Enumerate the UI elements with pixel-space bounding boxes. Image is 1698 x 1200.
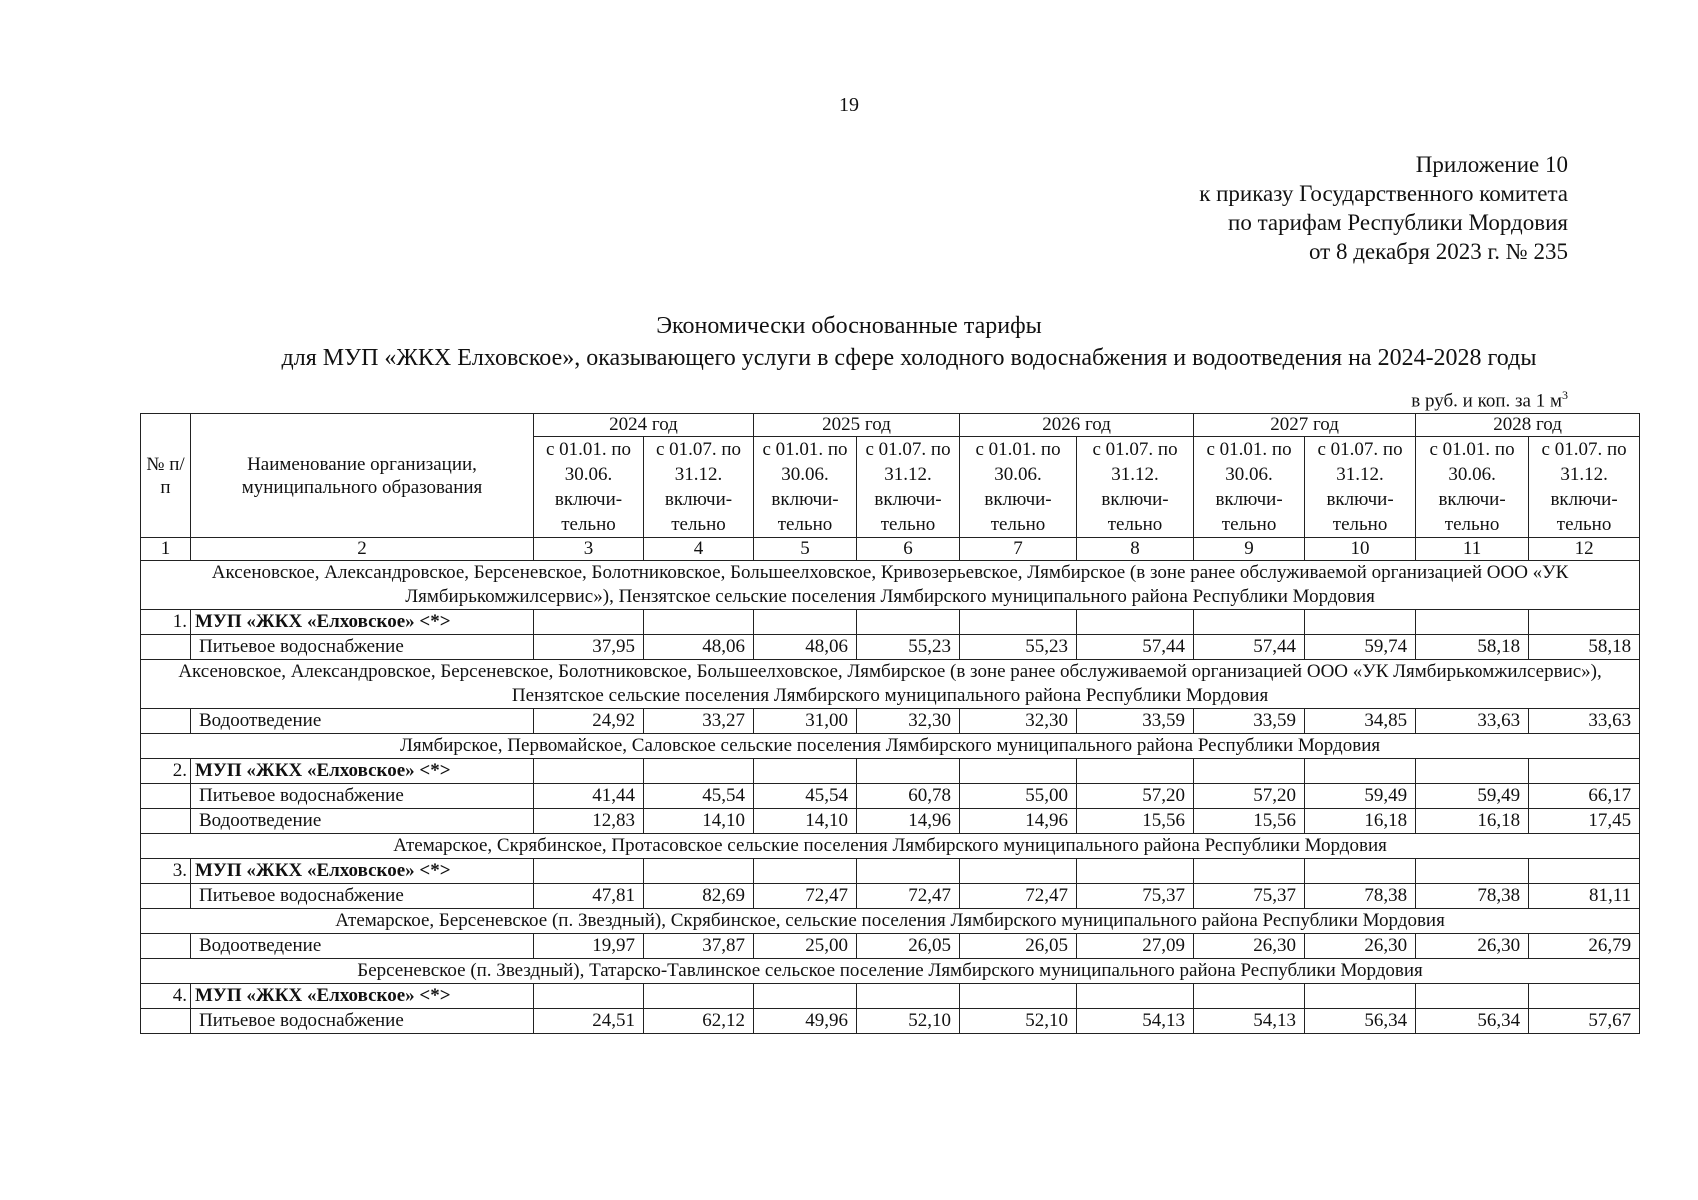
tariff-value: 72,47	[960, 884, 1077, 909]
empty-cell	[1194, 859, 1305, 884]
area-description: Аксеновское, Александровское, Берсеневское, Болотниковское, Большеелховское, Лямбирское (в зоне ранее обслуживаемой организацией ООО «УК Лямбирькомжилсервис»), Пензятское сельские поселения Лямбирского муниципального района Республики Мордовия	[141, 660, 1640, 709]
page-number: 19	[839, 94, 859, 116]
service-name: Водоотведение	[191, 709, 534, 734]
column-number: 11	[1416, 538, 1529, 561]
empty-cell	[754, 610, 857, 635]
empty-cell	[857, 859, 960, 884]
tariff-value: 24,92	[534, 709, 644, 734]
tariff-value: 37,95	[534, 635, 644, 660]
tariff-value: 26,79	[1529, 934, 1640, 959]
tariff-value: 72,47	[754, 884, 857, 909]
area-description: Берсеневское (п. Звездный), Татарско-Тавлинское сельское поселение Лямбирского муниципального района Республики Мордовия	[141, 959, 1640, 984]
tariff-value: 58,18	[1529, 635, 1640, 660]
tariff-value: 27,09	[1077, 934, 1194, 959]
area-description: Лямбирское, Первомайское, Саловское сельские поселения Лямбирского муниципального района Республики Мордовия	[141, 734, 1640, 759]
tariff-value: 82,69	[644, 884, 754, 909]
tariff-value: 41,44	[534, 784, 644, 809]
tariff-value: 52,10	[960, 1009, 1077, 1034]
empty-cell	[857, 610, 960, 635]
empty-cell	[1305, 759, 1416, 784]
tariff-value: 33,63	[1529, 709, 1640, 734]
header-period: с 01.01. по 30.06. включи- тельно	[1416, 437, 1529, 538]
tariff-value: 15,56	[1194, 809, 1305, 834]
empty-cell	[1416, 859, 1529, 884]
tariff-value: 37,87	[644, 934, 754, 959]
tariff-value: 19,97	[534, 934, 644, 959]
tariff-value: 62,12	[644, 1009, 754, 1034]
service-row	[141, 709, 1640, 734]
header-period: с 01.01. по 30.06. включи- тельно	[1194, 437, 1305, 538]
document-title	[0, 310, 1698, 374]
tariff-value: 16,18	[1305, 809, 1416, 834]
title-line-2: для МУП «ЖКХ Елховское», оказывающего услуги в сфере холодного водоснабжения и водоотведения на 2024-2028 годы	[281, 345, 1537, 371]
organization-row	[141, 610, 1640, 635]
table-body	[141, 561, 1640, 1034]
header-period: с 01.07. по 31.12. включи- тельно	[1305, 437, 1416, 538]
area-row	[141, 834, 1640, 859]
empty-cell	[1416, 759, 1529, 784]
service-name: Питьевое водоснабжение	[191, 784, 534, 809]
tariff-value: 33,59	[1077, 709, 1194, 734]
empty-cell	[1077, 610, 1194, 635]
empty-cell	[1194, 759, 1305, 784]
organization-name: МУП «ЖКХ «Елховское» <*>	[191, 610, 534, 635]
tariff-value: 55,00	[960, 784, 1077, 809]
service-name: Водоотведение	[191, 809, 534, 834]
service-name: Питьевое водоснабжение	[191, 1009, 534, 1034]
empty-cell	[1194, 610, 1305, 635]
tariff-value: 12,83	[534, 809, 644, 834]
tariff-value: 57,20	[1077, 784, 1194, 809]
header-period: с 01.01. по 30.06. включи- тельно	[754, 437, 857, 538]
tariff-value: 54,13	[1077, 1009, 1194, 1034]
service-name: Питьевое водоснабжение	[191, 884, 534, 909]
tariff-value: 32,30	[857, 709, 960, 734]
empty-cell	[141, 884, 191, 909]
empty-cell	[1529, 610, 1640, 635]
empty-cell	[644, 759, 754, 784]
tariff-value: 78,38	[1416, 884, 1529, 909]
header-year: 2027 год	[1194, 414, 1416, 437]
header-period: с 01.01. по 30.06. включи- тельно	[960, 437, 1077, 538]
column-number: 9	[1194, 538, 1305, 561]
empty-cell	[960, 859, 1077, 884]
empty-cell	[1077, 859, 1194, 884]
tariff-value: 33,59	[1194, 709, 1305, 734]
empty-cell	[960, 759, 1077, 784]
service-row	[141, 635, 1640, 660]
empty-cell	[534, 859, 644, 884]
tariff-value: 31,00	[754, 709, 857, 734]
header-year: 2028 год	[1416, 414, 1640, 437]
tariff-value: 60,78	[857, 784, 960, 809]
tariff-value: 26,30	[1194, 934, 1305, 959]
tariff-value: 26,30	[1305, 934, 1416, 959]
tariff-value: 57,44	[1077, 635, 1194, 660]
units-text: в руб. и коп. за 1 м	[1411, 390, 1562, 412]
tariff-value: 55,23	[857, 635, 960, 660]
tariff-value: 15,56	[1077, 809, 1194, 834]
area-row	[141, 909, 1640, 934]
empty-cell	[141, 784, 191, 809]
column-number: 12	[1529, 538, 1640, 561]
area-description: Аксеновское, Александровское, Берсеневское, Болотниковское, Большеелховское, Кривозерьевское, Лямбирское (в зоне ранее обслуживаемой организацией ООО «УК Лямбирькомжилсервис»), Пензятское сельские поселения Лямбирского муниципального района Республики Мордовия	[141, 561, 1640, 610]
empty-cell	[1529, 984, 1640, 1009]
tariff-value: 14,96	[960, 809, 1077, 834]
area-row	[141, 959, 1640, 984]
tariff-value: 14,10	[644, 809, 754, 834]
empty-cell	[754, 859, 857, 884]
empty-cell	[534, 984, 644, 1009]
tariff-value: 14,10	[754, 809, 857, 834]
column-number: 6	[857, 538, 960, 561]
tariff-value: 58,18	[1416, 635, 1529, 660]
header-period: с 01.07. по 31.12. включи- тельно	[1529, 437, 1640, 538]
header-period: с 01.07. по 31.12. включи- тельно	[857, 437, 960, 538]
service-row	[141, 934, 1640, 959]
service-name: Питьевое водоснабжение	[191, 635, 534, 660]
tariff-value: 48,06	[754, 635, 857, 660]
service-row	[141, 884, 1640, 909]
area-description: Атемарское, Скрябинское, Протасовское сельские поселения Лямбирского муниципального района Республики Мордовия	[141, 834, 1640, 859]
tariff-value: 57,67	[1529, 1009, 1640, 1034]
area-description: Атемарское, Берсеневское (п. Звездный), Скрябинское, сельские поселения Лямбирского муниципального района Республики Мордовия	[141, 909, 1640, 934]
tariff-value: 26,30	[1416, 934, 1529, 959]
tariff-value: 66,17	[1529, 784, 1640, 809]
tariff-value: 59,49	[1305, 784, 1416, 809]
tariff-value: 47,81	[534, 884, 644, 909]
area-row	[141, 561, 1640, 610]
header-period: с 01.07. по 31.12. включи- тельно	[1077, 437, 1194, 538]
appendix-block	[1199, 150, 1568, 266]
service-row	[141, 784, 1640, 809]
empty-cell	[754, 759, 857, 784]
tariff-value: 49,96	[754, 1009, 857, 1034]
empty-cell	[141, 809, 191, 834]
title-line-1: Экономически обоснованные тарифы	[656, 313, 1042, 339]
tariff-table	[140, 413, 1640, 1034]
service-row	[141, 809, 1640, 834]
header-num: № п/п	[141, 414, 191, 538]
organization-row	[141, 859, 1640, 884]
tariff-value: 75,37	[1194, 884, 1305, 909]
tariff-value: 14,96	[857, 809, 960, 834]
tariff-value: 16,18	[1416, 809, 1529, 834]
tariff-value: 72,47	[857, 884, 960, 909]
units-superscript: 3	[1562, 388, 1568, 402]
tariff-value: 25,00	[754, 934, 857, 959]
tariff-value: 59,74	[1305, 635, 1416, 660]
tariff-value: 26,05	[857, 934, 960, 959]
row-number: 2.	[141, 759, 191, 784]
tariff-value: 56,34	[1416, 1009, 1529, 1034]
empty-cell	[857, 759, 960, 784]
empty-cell	[141, 934, 191, 959]
row-number: 4.	[141, 984, 191, 1009]
tariff-value: 33,27	[644, 709, 754, 734]
tariff-value: 45,54	[754, 784, 857, 809]
tariff-value: 45,54	[644, 784, 754, 809]
organization-name: МУП «ЖКХ «Елховское» <*>	[191, 759, 534, 784]
tariff-value: 78,38	[1305, 884, 1416, 909]
column-number: 7	[960, 538, 1077, 561]
empty-cell	[141, 1009, 191, 1034]
organization-row	[141, 759, 1640, 784]
empty-cell	[754, 984, 857, 1009]
empty-cell	[1305, 859, 1416, 884]
tariff-value: 54,13	[1194, 1009, 1305, 1034]
header-year: 2025 год	[754, 414, 960, 437]
empty-cell	[141, 635, 191, 660]
tariff-value: 33,63	[1416, 709, 1529, 734]
service-name: Водоотведение	[191, 934, 534, 959]
tariff-value: 24,51	[534, 1009, 644, 1034]
header-period: с 01.01. по 30.06. включи- тельно	[534, 437, 644, 538]
empty-cell	[1077, 759, 1194, 784]
empty-cell	[960, 984, 1077, 1009]
header-name: Наименование организации, муниципального образования	[191, 414, 534, 538]
tariff-value: 55,23	[960, 635, 1077, 660]
tariff-value: 52,10	[857, 1009, 960, 1034]
organization-name: МУП «ЖКХ «Елховское» <*>	[191, 984, 534, 1009]
tariff-value: 81,11	[1529, 884, 1640, 909]
column-number: 3	[534, 538, 644, 561]
header-period: с 01.07. по 31.12. включи- тельно	[644, 437, 754, 538]
units-note	[1411, 388, 1568, 412]
empty-cell	[644, 984, 754, 1009]
organization-name: МУП «ЖКХ «Елховское» <*>	[191, 859, 534, 884]
row-number: 3.	[141, 859, 191, 884]
empty-cell	[141, 709, 191, 734]
empty-cell	[1305, 984, 1416, 1009]
appendix-line: по тарифам Республики Мордовия	[1228, 210, 1568, 235]
tariff-value: 75,37	[1077, 884, 1194, 909]
tariff-value: 56,34	[1305, 1009, 1416, 1034]
empty-cell	[534, 610, 644, 635]
column-number: 10	[1305, 538, 1416, 561]
tariff-value: 57,20	[1194, 784, 1305, 809]
column-number: 8	[1077, 538, 1194, 561]
empty-cell	[1194, 984, 1305, 1009]
empty-cell	[644, 610, 754, 635]
tariff-value: 59,49	[1416, 784, 1529, 809]
appendix-line: от 8 декабря 2023 г. № 235	[1308, 239, 1568, 264]
column-number: 4	[644, 538, 754, 561]
empty-cell	[1529, 759, 1640, 784]
tariff-value: 57,44	[1194, 635, 1305, 660]
empty-cell	[534, 759, 644, 784]
tariff-value: 32,30	[960, 709, 1077, 734]
column-number: 5	[754, 538, 857, 561]
empty-cell	[1529, 859, 1640, 884]
tariff-value: 17,45	[1529, 809, 1640, 834]
empty-cell	[1077, 984, 1194, 1009]
empty-cell	[857, 984, 960, 1009]
column-number: 2	[191, 538, 534, 561]
header-year: 2026 год	[960, 414, 1194, 437]
empty-cell	[1416, 984, 1529, 1009]
tariff-value: 34,85	[1305, 709, 1416, 734]
service-row	[141, 1009, 1640, 1034]
appendix-line: Приложение 10	[1415, 152, 1568, 177]
empty-cell	[960, 610, 1077, 635]
column-number: 1	[141, 538, 191, 561]
empty-cell	[1416, 610, 1529, 635]
organization-row	[141, 984, 1640, 1009]
row-number: 1.	[141, 610, 191, 635]
appendix-line: к приказу Государственного комитета	[1199, 181, 1568, 206]
area-row	[141, 660, 1640, 709]
tariff-value: 26,05	[960, 934, 1077, 959]
area-row	[141, 734, 1640, 759]
header-year: 2024 год	[534, 414, 754, 437]
empty-cell	[1305, 610, 1416, 635]
empty-cell	[644, 859, 754, 884]
tariff-value: 48,06	[644, 635, 754, 660]
